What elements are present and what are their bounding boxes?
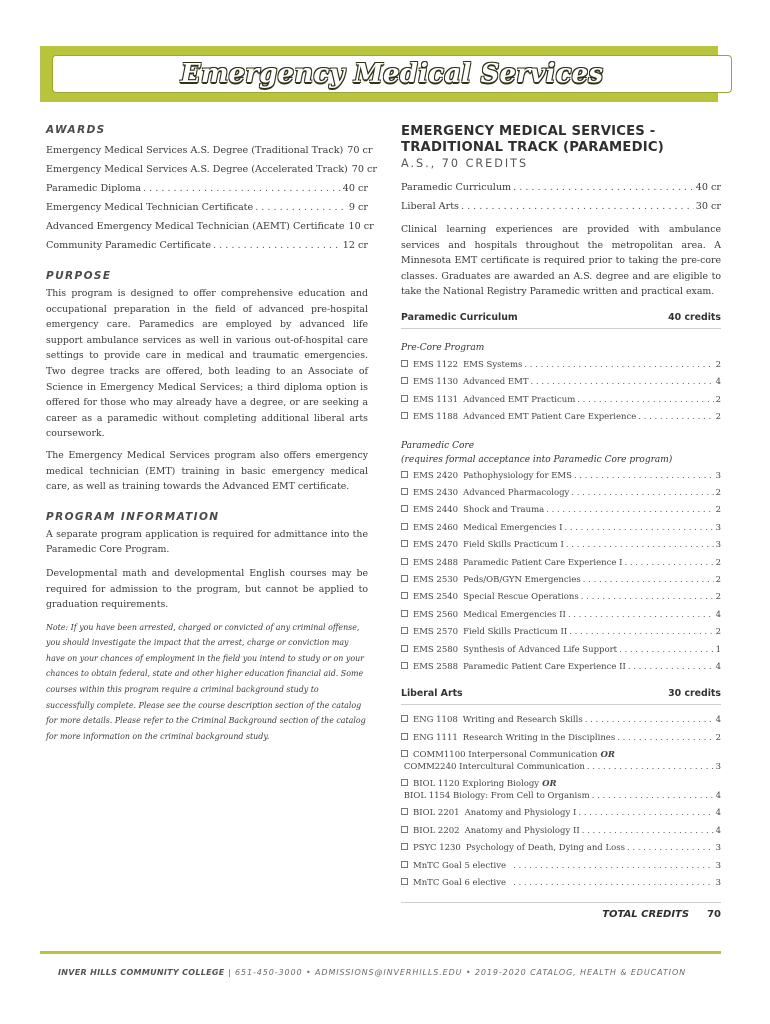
course-title: Synthesis of Advanced Life Support (463, 644, 618, 655)
section-heading: Paramedic Curriculum (401, 311, 518, 323)
checkbox[interactable] (401, 540, 408, 547)
checkbox[interactable] (401, 505, 408, 512)
course-row (401, 485, 721, 502)
program-description: Clinical learning experiences are provided with ambulance services and hospitals throughout the metropolitan area. A Minnesota EMT certificate is required prior to taking the pre-core classes. Graduates are awarded an A.S. degree and are eligible to take the National Registry Paramedic written and practical exam. (401, 224, 721, 298)
checkbox[interactable] (401, 662, 408, 669)
course-row (401, 858, 721, 875)
checkbox[interactable] (401, 627, 408, 634)
course-title: Advanced Pharmacology (463, 488, 570, 498)
award-credits: 70 cr (347, 145, 373, 156)
course-choice-row (401, 779, 721, 802)
course-row (401, 875, 721, 892)
course-credits: 3 (715, 540, 721, 551)
purpose-paragraph: This program is designed to offer comprehensive education and occupational preparation in the field of advanced pre-hospital emergency care. Paramedics are employed by advanced life support ambulance services as well in various out-of-hospital care settings to provide care in medical and traumatic emergencies. Two degree tracks are offered, both leading to an Associate of Science in Emergency Medical Services; a third diploma option is offered for those who may already have a degree, or are seeking a career as a paramedic without completing additional liberal arts coursework. (46, 288, 368, 440)
course-title: Paramedic Patient Care Experience II (463, 662, 626, 673)
award-name: Emergency Medical Services A.S. Degree (Accelerated Track) (46, 164, 348, 175)
purpose-paragraph-2: The Emergency Medical Services program also offers emergency medical technician (EMT) training in basic emergency medical care, as well as training towards the Advanced EMT certificate. (46, 449, 368, 493)
course-title: Field Skills Practicum II (463, 627, 568, 638)
course-option-1: BIOL 1120 Exploring Biology (413, 779, 540, 790)
course-code: EMS 1131 (413, 394, 459, 405)
course-row (401, 607, 721, 624)
course-title: Pathophysiology for EMS (463, 470, 572, 481)
section-heading: Liberal Arts (401, 688, 463, 700)
awards-heading: AWARDS (46, 124, 106, 136)
course-credits: 4 (715, 662, 721, 673)
course-row (401, 730, 721, 747)
course-credits: 2 (715, 592, 721, 603)
checkbox[interactable] (401, 826, 408, 833)
course-row (401, 374, 721, 391)
award-name: Advanced Emergency Medical Technician (AEMT) Certificate (46, 221, 345, 232)
course-title: Anatomy and Physiology II (464, 825, 580, 836)
total-credits-row (401, 902, 721, 920)
course-credits: 3 (715, 470, 721, 481)
course-credits: 3 (715, 761, 721, 772)
page-footer (58, 968, 686, 977)
award-name: Paramedic Diploma (46, 183, 142, 194)
course-option-1: COMM1100 Interpersonal Communication (413, 750, 598, 761)
course-title: Advanced EMT (463, 377, 529, 388)
course-credits: 2 (715, 359, 721, 370)
course-code: ENG 1111 (413, 732, 458, 743)
checkbox[interactable] (401, 861, 408, 868)
checkbox[interactable] (401, 377, 408, 384)
award-credits: 70 cr (351, 164, 378, 175)
course-title: Special Rescue Operations (463, 592, 579, 603)
checkbox[interactable] (401, 808, 408, 815)
course-row (401, 823, 721, 840)
course-credits: 2 (715, 488, 721, 498)
checkbox[interactable] (401, 488, 408, 495)
award-row (46, 141, 373, 160)
course-row (401, 624, 721, 641)
course-credits: 2 (715, 505, 721, 516)
summary-row (401, 178, 721, 197)
course-code: EMS 2488 (413, 557, 459, 568)
total-credits-label: TOTAL CREDITS (602, 909, 690, 921)
award-credits: 40 cr (342, 183, 368, 194)
checkbox[interactable] (401, 523, 408, 530)
award-row (46, 236, 368, 255)
course-row (401, 840, 721, 857)
purpose-heading: PURPOSE (46, 270, 112, 282)
course-code: EMS 2588 (413, 662, 459, 673)
right-column (401, 124, 721, 920)
checkbox[interactable] (401, 395, 408, 402)
core-label: Paramedic Core (401, 440, 475, 451)
course-option-2: COMM2240 Intercultural Communication (403, 761, 585, 772)
award-row (46, 198, 368, 217)
course-code: BIOL 2202 (413, 825, 460, 836)
course-code: EMS 2430 (413, 488, 459, 498)
course-title: Advanced EMT Patient Care Experience (463, 412, 637, 423)
course-code: EMS 2580 (413, 644, 459, 655)
course-credits: 4 (715, 377, 721, 388)
page-title: Emergency Medical Services (180, 59, 604, 89)
course-credits: 3 (715, 877, 721, 888)
course-code: EMS 2570 (413, 627, 459, 638)
course-code: EMS 2470 (413, 540, 459, 551)
course-code: EMS 2460 (413, 522, 459, 533)
checkbox[interactable] (401, 610, 408, 617)
course-title: Paramedic Patient Care Experience I (463, 557, 623, 568)
course-row (401, 520, 721, 537)
course-credits: 2 (715, 557, 721, 568)
course-credits: 4 (715, 609, 721, 620)
award-credits: 10 cr (348, 221, 374, 232)
course-title: Advanced EMT Practicum (463, 394, 576, 405)
course-code: BIOL 2201 (413, 808, 460, 819)
course-choice-row (401, 750, 721, 773)
checkbox[interactable] (401, 750, 408, 757)
course-code: EMS 2530 (413, 575, 459, 586)
course-credits: 4 (715, 715, 721, 726)
course-code: EMS 2560 (413, 609, 459, 620)
course-code: ENG 1108 (413, 715, 458, 726)
footer-divider (40, 951, 721, 954)
course-credits: 2 (715, 412, 721, 423)
award-name: Community Paramedic Certificate (46, 240, 212, 251)
checkbox[interactable] (401, 412, 408, 419)
course-code: EMS 2540 (413, 592, 459, 603)
precore-list (401, 357, 721, 427)
course-code: EMS 2440 (413, 505, 459, 516)
liberal-arts-header (401, 688, 721, 705)
course-credits: 3 (715, 843, 721, 854)
summary-name: Paramedic Curriculum (401, 182, 512, 193)
section-credits: 40 credits (668, 311, 721, 323)
core-list (401, 468, 721, 677)
checkbox[interactable] (401, 592, 408, 599)
program-info-heading: PROGRAM INFORMATION (46, 510, 220, 523)
course-row (401, 409, 721, 426)
program-info-paragraph-2: Developmental math and developmental English courses may be required for admission to the program, but cannot be applied to graduation requirements. (46, 567, 368, 611)
award-row (46, 160, 378, 179)
course-credits: 3 (715, 522, 721, 533)
checkbox[interactable] (401, 843, 408, 850)
course-credits: 4 (715, 825, 721, 836)
checkbox[interactable] (401, 715, 408, 722)
or-connector: OR (600, 750, 615, 761)
course-row (401, 805, 721, 822)
course-credits: 2 (715, 627, 721, 638)
course-row (401, 555, 721, 572)
course-code: MnTC Goal 6 elective (413, 877, 507, 888)
course-row (401, 589, 721, 606)
course-row (401, 642, 721, 659)
course-row (401, 357, 721, 374)
program-title-line-1: EMERGENCY MEDICAL SERVICES - (401, 124, 656, 139)
footer-college: INVER HILLS COMMUNITY COLLEGE (58, 968, 225, 977)
program-subtitle: A.S., 70 CREDITS (401, 157, 529, 170)
liberal-arts-list (401, 712, 721, 892)
summary-row (401, 197, 721, 216)
or-connector: OR (542, 779, 557, 790)
checkbox[interactable] (401, 733, 408, 740)
awards-list (46, 141, 378, 255)
course-credits: 2 (715, 732, 721, 743)
section-credits: 30 credits (668, 688, 721, 700)
checkbox[interactable] (401, 878, 408, 885)
award-credits: 12 cr (342, 240, 368, 251)
program-title-line-2: TRADITIONAL TRACK (PARAMEDIC) (401, 140, 664, 155)
core-sublabel: (requires formal acceptance into Paramedic Core program) (401, 454, 673, 465)
footer-contact: | 651-450-3000 • ADMISSIONS@INVERHILLS.EDU • 2019-2020 CATALOG, HEALTH & EDUCATION (224, 968, 687, 977)
course-row (401, 659, 721, 676)
award-name: Emergency Medical Services A.S. Degree (Traditional Track) (46, 145, 344, 156)
course-title: EMS Systems (463, 359, 523, 370)
course-credits: 1 (715, 644, 721, 655)
course-credits: 4 (715, 808, 721, 819)
award-row (46, 217, 374, 236)
course-title: Writing and Research Skills (462, 715, 583, 726)
course-title: Peds/OB/GYN Emergencies (463, 575, 581, 586)
course-code: EMS 2420 (413, 470, 459, 481)
left-column (46, 124, 378, 744)
checkbox[interactable] (401, 558, 408, 565)
course-code: EMS 1130 (413, 377, 459, 388)
course-code: EMS 1122 (413, 359, 459, 370)
summary-name: Liberal Arts (401, 201, 459, 212)
course-title: Psychology of Death, Dying and Loss (465, 843, 625, 854)
total-credits-value: 70 (707, 909, 721, 921)
course-title: Shock and Trauma (463, 505, 545, 516)
course-row (401, 537, 721, 554)
course-option-2: BIOL 1154 Biology: From Cell to Organism (403, 790, 590, 801)
course-title: Medical Emergencies I (463, 522, 563, 533)
checkbox[interactable] (401, 575, 408, 582)
summary-credits: 40 cr (695, 182, 721, 193)
checkbox[interactable] (401, 645, 408, 652)
program-info-paragraph: A separate program application is required for admittance into the Paramedic Core Program. (46, 528, 368, 556)
award-credits: 9 cr (348, 202, 368, 213)
credit-summary (401, 178, 721, 216)
precore-label: Pre-Core Program (401, 342, 485, 353)
course-credits: 2 (715, 575, 721, 586)
course-row (401, 502, 721, 519)
checkbox[interactable] (401, 471, 408, 478)
award-row (46, 179, 368, 198)
course-code: EMS 1188 (413, 412, 459, 423)
course-credits: 3 (715, 860, 721, 871)
criminal-background-note: Note: If you have been arrested, charged or convicted of any criminal offense, you should investigate the impact that the arrest, charge or conviction may have on your chances of employment in the field you intend to study or on your chances to obtain federal, state and other higher education financial aid. Some courses within this program require a criminal background study to successfully complete. Please see the course description section of the catalog for more details. Please refer to the Criminal Background section of the catalog for more information on the criminal background study. (46, 622, 366, 741)
course-row (401, 572, 721, 589)
course-credits: 4 (715, 790, 721, 801)
course-title: Medical Emergencies II (463, 609, 566, 620)
course-credits: 2 (715, 394, 721, 405)
course-row (401, 392, 721, 409)
checkbox[interactable] (401, 779, 408, 786)
summary-credits: 30 cr (695, 201, 721, 212)
checkbox[interactable] (401, 360, 408, 367)
course-title: Research Writing in the Disciplines (462, 732, 616, 743)
award-name: Emergency Medical Technician Certificate (46, 202, 254, 213)
course-row (401, 468, 721, 485)
course-row (401, 712, 721, 729)
course-title: Field Skills Practicum I (463, 540, 564, 551)
course-title: Anatomy and Physiology I (464, 808, 577, 819)
course-code: MnTC Goal 5 elective (413, 860, 507, 871)
paramedic-curriculum-header (401, 312, 721, 329)
course-code: PSYC 1230 (413, 843, 461, 854)
